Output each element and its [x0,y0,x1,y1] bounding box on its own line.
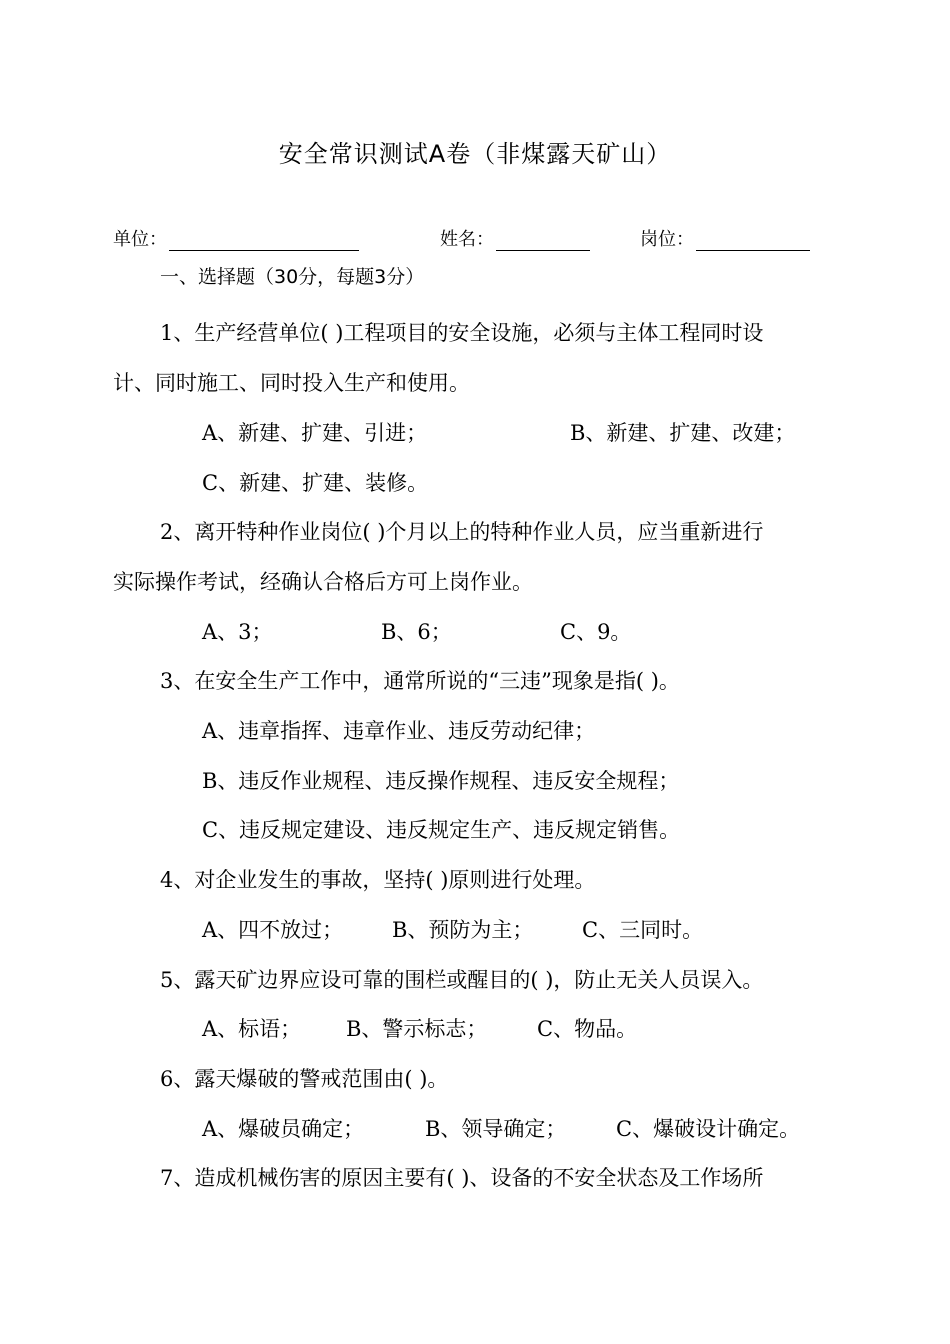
question-6-option-c[interactable]: C、爆破设计确定。 [616,1117,801,1141]
name-blank[interactable] [496,230,590,251]
question-4-option-b[interactable]: B、预防为主； [392,918,534,942]
name-field [440,225,590,251]
question-1-line-1: 1、生产经营单位( )工程项目的安全设施，必须与主体工程同时设 [160,321,764,345]
question-6-line-1: 6、露天爆破的警戒范围由( )。 [160,1067,449,1091]
section-heading: 一、选择题（30分，每题3分） [160,266,425,288]
question-1-line-2: 计、同时施工、同时投入生产和使用。 [113,371,470,395]
question-3-line-1: 3、在安全生产工作中，通常所说的“三违”现象是指( )。 [160,669,680,693]
question-3-option-b[interactable]: B、违反作业规程、违反操作规程、违反安全规程； [202,769,680,793]
question-2-option-b[interactable]: B、6； [381,620,452,644]
unit-field [113,225,359,251]
question-6-option-b[interactable]: B、领导确定； [425,1117,567,1141]
question-6-option-a[interactable]: A、爆破员确定； [202,1117,365,1141]
question-2-option-a[interactable]: A、3； [202,620,273,644]
question-4-option-a[interactable]: A、四不放过； [202,918,344,942]
question-3-option-c[interactable]: C、违反规定建设、违反规定生产、违反规定销售。 [202,818,681,842]
question-3-option-a[interactable]: A、违章指挥、违章作业、违反劳动纪律； [202,719,596,743]
question-5-option-c[interactable]: C、物品。 [537,1017,638,1041]
question-4-option-c[interactable]: C、三同时。 [582,918,704,942]
question-4-line-1: 4、对企业发生的事故，坚持( )原则进行处理。 [160,868,596,892]
unit-blank[interactable] [169,230,359,251]
position-blank[interactable] [696,230,810,251]
question-2-line-1: 2、离开特种作业岗位( )个月以上的特种作业人员，应当重新进行 [160,520,764,544]
question-2-line-2: 实际操作考试，经确认合格后方可上岗作业。 [113,570,533,594]
question-5-option-a[interactable]: A、标语； [202,1017,302,1041]
question-7-line-1: 7、造成机械伤害的原因主要有( )、设备的不安全状态及工作场所 [160,1166,764,1190]
page-title: 安全常识测试A卷（非煤露天矿山） [278,140,672,168]
question-5-line-1: 5、露天矿边界应设可靠的围栏或醒目的( )，防止无关人员误入。 [160,968,764,992]
question-5-option-b[interactable]: B、警示标志； [346,1017,488,1041]
question-1-option-b[interactable]: B、新建、扩建、改建； [570,421,796,445]
question-1-option-c[interactable]: C、新建、扩建、装修。 [202,471,429,495]
question-2-option-c[interactable]: C、9。 [560,620,632,644]
name-label: 姓名： [440,229,494,250]
question-1-option-a[interactable]: A、新建、扩建、引进； [202,421,428,445]
unit-label: 单位： [113,229,167,250]
position-label: 岗位： [640,229,694,250]
position-field [640,225,810,251]
